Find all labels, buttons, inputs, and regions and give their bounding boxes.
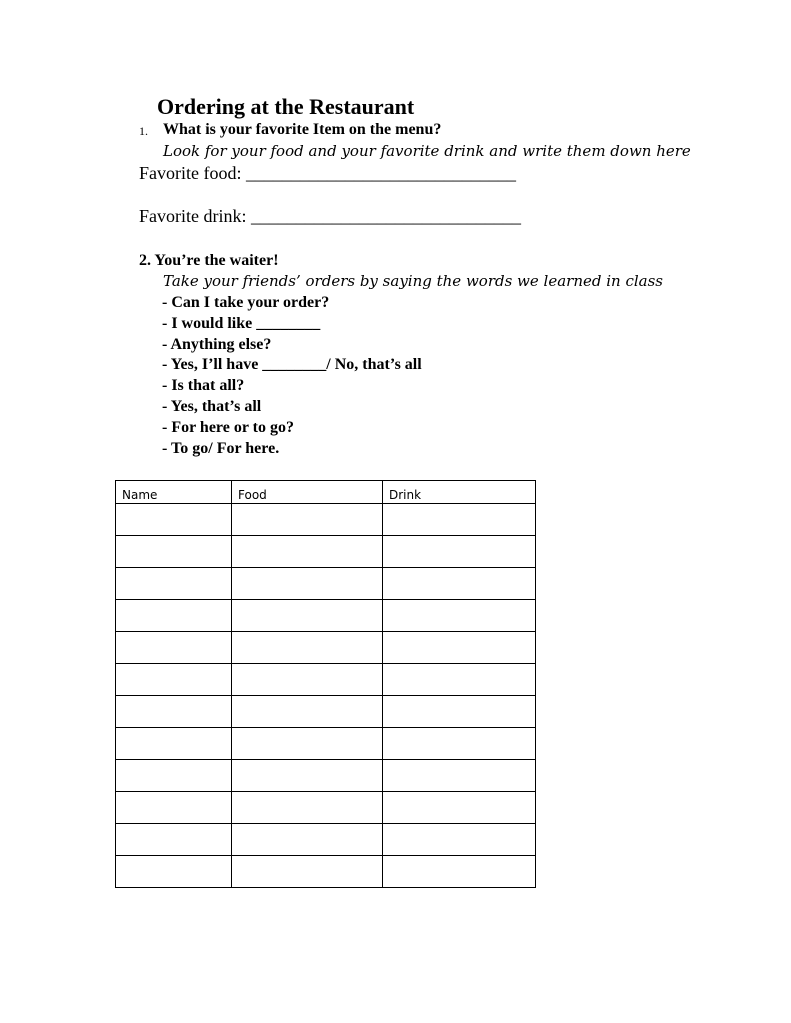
table-row (116, 760, 536, 792)
page-title: Ordering at the Restaurant (157, 94, 415, 119)
table-row (116, 632, 536, 664)
name-cell[interactable] (116, 568, 232, 600)
drink-cell[interactable] (383, 760, 536, 792)
phrase-item: - Can I take your order? (162, 294, 330, 311)
drink-cell[interactable] (383, 632, 536, 664)
name-cell[interactable] (116, 696, 232, 728)
drink-cell[interactable] (383, 568, 536, 600)
drink-cell[interactable] (383, 600, 536, 632)
question-1-text: What is your favorite Item on the menu? (163, 121, 442, 138)
table-row (116, 504, 536, 536)
drink-cell[interactable] (383, 856, 536, 888)
table-row (116, 664, 536, 696)
drink-cell[interactable] (383, 696, 536, 728)
question-1-number: 1. (139, 124, 148, 138)
name-cell[interactable] (116, 792, 232, 824)
food-cell[interactable] (232, 600, 383, 632)
name-cell[interactable] (116, 536, 232, 568)
column-header-food: Food (232, 481, 383, 504)
question-2-text: 2. You’re the waiter! (139, 252, 279, 269)
phrase-item: - Yes, I’ll have ________/ No, that’s all (162, 356, 422, 374)
table-row (116, 696, 536, 728)
drink-cell[interactable] (383, 728, 536, 760)
phrase-item: - For here or to go? (162, 418, 294, 436)
food-cell[interactable] (232, 728, 383, 760)
table-row (116, 728, 536, 760)
drink-cell[interactable] (383, 536, 536, 568)
name-cell[interactable] (116, 760, 232, 792)
food-cell[interactable] (232, 504, 383, 536)
phrase-item: - To go/ For here. (162, 439, 280, 457)
table-row (116, 792, 536, 824)
phrase-item: - Yes, that’s all (162, 397, 262, 415)
food-cell[interactable] (232, 824, 383, 856)
name-cell[interactable] (116, 728, 232, 760)
name-cell[interactable] (116, 600, 232, 632)
table-header-row (116, 481, 536, 504)
phrase-item: - I would like ________ (162, 314, 321, 332)
phrase-item: - Is that all? (162, 377, 245, 395)
food-cell[interactable] (232, 856, 383, 888)
table-row (116, 536, 536, 568)
food-cell[interactable] (232, 760, 383, 792)
column-header-drink: Drink (383, 481, 536, 504)
food-cell[interactable] (232, 536, 383, 568)
name-cell[interactable] (116, 504, 232, 536)
phrase-item: - Anything else? (162, 335, 272, 353)
name-cell[interactable] (116, 824, 232, 856)
question-2-instruction: Take your friends’ orders by saying the words we learned in class (163, 272, 664, 290)
favorite-food-line: Favorite food: ______________________________ (139, 163, 516, 183)
name-cell[interactable] (116, 856, 232, 888)
food-cell[interactable] (232, 568, 383, 600)
column-header-name: Name (116, 481, 232, 504)
drink-cell[interactable] (383, 792, 536, 824)
name-cell[interactable] (116, 632, 232, 664)
name-cell[interactable] (116, 664, 232, 696)
food-cell[interactable] (232, 632, 383, 664)
food-cell[interactable] (232, 664, 383, 696)
order-table-body (116, 504, 536, 888)
question-1-instruction: Look for your food and your favorite drink and write them down here (163, 142, 691, 160)
food-cell[interactable] (232, 792, 383, 824)
phrase-list (162, 293, 422, 459)
food-cell[interactable] (232, 696, 383, 728)
drink-cell[interactable] (383, 664, 536, 696)
table-row (116, 600, 536, 632)
drink-cell[interactable] (383, 824, 536, 856)
favorite-drink-line: Favorite drink: ______________________________ (139, 206, 521, 226)
order-table (115, 480, 536, 888)
table-row (116, 824, 536, 856)
table-row (116, 856, 536, 888)
table-row (116, 568, 536, 600)
drink-cell[interactable] (383, 504, 536, 536)
